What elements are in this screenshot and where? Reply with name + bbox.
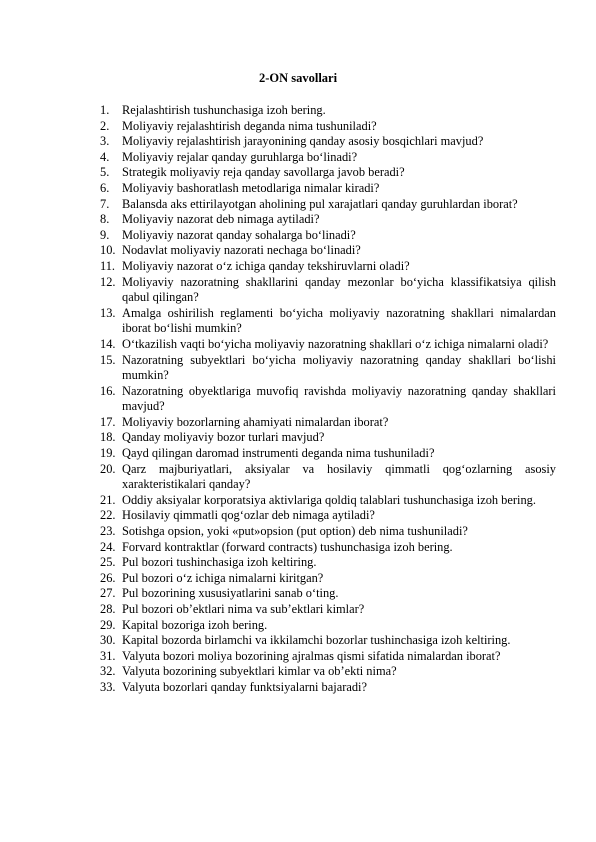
question-number: 2. — [100, 118, 110, 133]
question-item — [0, 259, 556, 275]
question-item — [0, 649, 556, 665]
question-number: 15. — [100, 352, 116, 367]
question-text: Forvard kontraktlar (forward contracts) tushunchasiga izoh bering. — [122, 539, 453, 554]
question-item — [0, 212, 556, 228]
question-item — [0, 103, 556, 119]
question-number: 19. — [100, 446, 116, 461]
question-text: Moliyaviy nazorat o‘z ichiga qanday tekshiruvlarni oladi? — [122, 258, 410, 273]
question-item — [0, 555, 556, 571]
question-item — [0, 384, 556, 415]
question-number: 29. — [100, 617, 116, 632]
question-item — [0, 571, 556, 587]
question-item — [0, 633, 556, 649]
question-number: 30. — [100, 633, 116, 648]
question-text: Valyuta bozorining subyektlari kimlar va ob’ekti nima? — [122, 664, 397, 679]
question-number: 33. — [100, 679, 116, 694]
question-item — [0, 275, 556, 306]
question-text: Moliyaviy rejalashtirish jarayonining qanday asosiy bosqichlari mavjud? — [122, 134, 484, 149]
question-text: Moliyaviy bozorlarning ahamiyati nimalardan iborat? — [122, 414, 389, 429]
question-item — [0, 150, 556, 166]
question-number: 24. — [100, 539, 116, 554]
question-item — [0, 664, 556, 680]
question-text: Pul bozori ob’ektlari nima va sub’ektlari kimlar? — [122, 602, 365, 616]
question-item — [0, 228, 556, 244]
question-item — [0, 243, 556, 259]
question-item — [0, 586, 556, 602]
question-item — [0, 524, 556, 540]
question-number: 16. — [100, 383, 116, 398]
page-title: 2-ON savollari — [258, 71, 338, 85]
question-number: 6. — [100, 180, 110, 195]
question-number: 12. — [100, 274, 116, 289]
question-text: Nodavlat moliyaviy nazorati nechaga bo‘linadi? — [122, 243, 361, 258]
question-text: Qarz majburiyatlari, aksiyalar va hosilaviy qimmatli qog‘ozlarning asosiy xarakteristikalari qanday? — [122, 461, 556, 492]
question-item — [0, 306, 556, 337]
question-text: Moliyaviy rejalar qanday guruhlarga bo‘linadi? — [122, 149, 358, 164]
question-number: 21. — [100, 492, 116, 507]
question-text: Moliyaviy nazorat qanday sohalarga bo‘linadi? — [122, 227, 356, 242]
question-item — [0, 462, 556, 493]
question-item — [0, 446, 556, 462]
question-item — [0, 508, 556, 524]
question-number: 10. — [100, 243, 116, 258]
question-number: 28. — [100, 602, 116, 616]
question-text: Moliyaviy nazoratning shakllarini qanday mezonlar bo‘yicha klassifikatsiya qilish qabul qilingan? — [122, 274, 556, 305]
question-text: Valyuta bozori moliya bozorining ajralmas qismi sifatida nimalardan iborat? — [122, 648, 501, 663]
question-number: 1. — [100, 103, 110, 117]
question-text: Moliyaviy nazorat deb nimaga aytiladi? — [122, 212, 320, 227]
question-text: Moliyaviy rejalashtirish deganda nima tushuniladi? — [122, 118, 377, 133]
question-text: Pul bozori o‘z ichiga nimalarni kiritgan? — [122, 570, 324, 585]
question-number: 8. — [100, 212, 110, 227]
question-text: Balansda aks ettirilayotgan aholining pul xarajatlari qanday guruhlardan iborat? — [122, 196, 518, 211]
question-number: 22. — [100, 508, 116, 523]
question-item — [0, 119, 556, 135]
question-number: 9. — [100, 227, 110, 242]
question-number: 26. — [100, 570, 116, 585]
question-number: 14. — [100, 336, 116, 351]
question-number: 23. — [100, 524, 116, 539]
question-text: Moliyaviy bashoratlash metodlariga nimalar kiradi? — [122, 180, 380, 195]
question-text: Amalga oshirilish reglamenti bo‘yicha moliyaviy nazoratning shakllari nimalardan iborat bo‘lishi mumkin? — [122, 305, 556, 336]
question-text: Sotishga opsion, yoki «put»opsion (put option) deb nima tushuniladi? — [122, 524, 468, 539]
question-text: Rejalashtirish tushunchasiga izoh bering. — [122, 103, 326, 117]
question-text: Pul bozori tushinchasiga izoh keltiring. — [122, 555, 317, 570]
question-text: Oddiy aksiyalar korporatsiya aktivlariga qoldiq talablari tushunchasiga izoh bering. — [122, 492, 536, 507]
question-number: 4. — [100, 149, 110, 164]
question-text: Nazoratning obyektlariga muvofiq ravishda moliyaviy nazoratning qanday shakllari mavjud? — [122, 383, 556, 414]
question-item — [0, 618, 556, 634]
question-item — [0, 415, 556, 431]
question-text: Hosilaviy qimmatli qog‘ozlar deb nimaga aytiladi? — [122, 508, 375, 523]
question-list — [0, 103, 556, 696]
question-text: Kapital bozoriga izoh bering. — [122, 617, 268, 632]
question-number: 3. — [100, 134, 110, 149]
question-number: 13. — [100, 305, 116, 320]
question-item — [0, 197, 556, 213]
question-item — [0, 134, 556, 150]
question-item — [0, 337, 556, 353]
question-number: 27. — [100, 586, 116, 601]
question-item — [0, 165, 556, 181]
question-text: O‘tkazilish vaqti bo‘yicha moliyaviy nazoratning shakllari o‘z ichiga nimalarni oladi? — [122, 336, 549, 351]
question-number: 32. — [100, 664, 116, 679]
question-item — [0, 430, 556, 446]
question-number: 18. — [100, 430, 116, 445]
question-number: 11. — [100, 258, 116, 273]
question-number: 25. — [100, 555, 116, 570]
question-item — [0, 602, 556, 618]
question-number: 7. — [100, 196, 110, 211]
question-text: Nazoratning subyektlari bo‘yicha moliyaviy nazoratning qanday shakllari bo‘lishi mumkin? — [122, 352, 556, 383]
question-item — [0, 680, 556, 696]
question-text: Valyuta bozorlari qanday funktsiyalarni bajaradi? — [122, 679, 367, 694]
question-number: 20. — [100, 461, 116, 476]
question-item — [0, 540, 556, 556]
question-item — [0, 353, 556, 384]
question-item — [0, 181, 556, 197]
question-text: Strategik moliyaviy reja qanday savollarga javob beradi? — [122, 165, 405, 180]
question-number: 31. — [100, 648, 116, 663]
question-item — [0, 493, 556, 509]
question-number: 5. — [100, 165, 110, 180]
question-text: Pul bozorining xususiyatlarini sanab o‘ting. — [122, 586, 339, 601]
question-text: Qayd qilingan daromad instrumenti deganda nima tushuniladi? — [122, 446, 435, 461]
question-text: Qanday moliyaviy bozor turlari mavjud? — [122, 430, 325, 445]
question-text: Kapital bozorda birlamchi va ikkilamchi bozorlar tushinchasiga izoh keltiring. — [122, 633, 511, 648]
question-number: 17. — [100, 414, 116, 429]
